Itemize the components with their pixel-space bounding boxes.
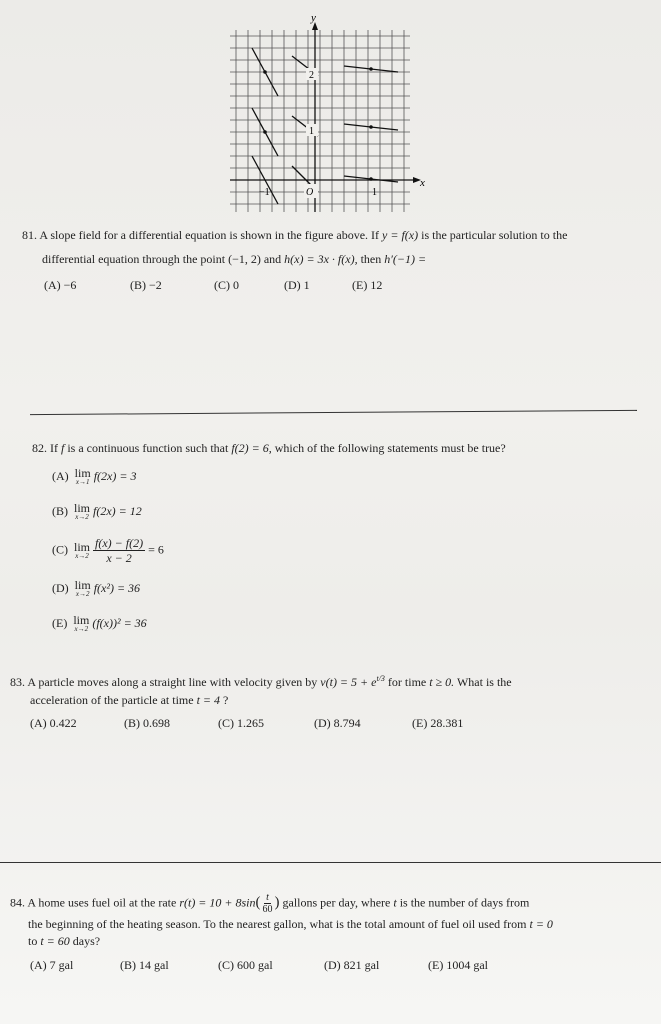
question-number: 83. [10, 675, 25, 689]
choice-e[interactable]: (E) 1004 gal [428, 958, 488, 972]
limit-notation: lim x→2 [73, 613, 90, 633]
tick-label-y-one: 1 [309, 126, 314, 137]
choice-d[interactable]: (D) 821 gal [324, 958, 380, 972]
tick-label-x-one: 1 [372, 187, 377, 198]
choice-b[interactable]: (B) 14 gal [120, 958, 169, 972]
difference-quotient: $\frac{f(x) - f(2)}{x - 2}$ [95, 536, 144, 565]
question-82-choice-e[interactable]: (E) lim x→2 (f(x))² = 36 [52, 613, 147, 633]
choice-c[interactable]: (C) 1.265 [218, 716, 264, 730]
question-83-line-2: acceleration of the particle at time t = 4 ? [30, 693, 229, 707]
y-axis-label: y [311, 12, 316, 24]
question-82-choice-d[interactable]: (D) lim x→2 f(x²) = 36 [52, 578, 141, 598]
question-82-choice-a[interactable]: (A) lim x→1 f(2x) = 3 [52, 466, 137, 486]
limit-notation: lim x→1 [74, 466, 91, 486]
divider-line [30, 410, 637, 415]
limit-notation: lim x→2 [74, 539, 91, 560]
tick-label-x-neg-one: −1 [259, 187, 270, 198]
tick-label-origin: O [306, 187, 314, 198]
slope-field-figure [222, 12, 432, 218]
choice-a[interactable]: (A) 0.422 [30, 716, 77, 730]
choice-c[interactable]: (C) 600 gal [218, 958, 273, 972]
question-82-choice-c[interactable]: (C) lim x→2 $\frac{f(x) - f(2)}{x - 2}$ = 6 [52, 536, 164, 565]
choice-b[interactable]: (B) −2 [130, 278, 162, 292]
question-number: 84. [10, 895, 25, 910]
tick-label-y-two: 2 [309, 70, 314, 81]
choice-e[interactable]: (E) 12 [352, 278, 383, 292]
question-84-line-2: the beginning of the heating season. To the nearest gallon, what is the total amount of fuel oil used from t = 0 [28, 917, 553, 931]
question-84-line-3: to t = 60 days? [28, 934, 101, 948]
question-82-stem: 82. If f is a continuous function such that f(2) = 6, which of the following statements must be true? [32, 441, 506, 455]
question-81-line-2: differential equation through the point (−1, 2) and h(x) = 3x · f(x), then h′(−1) = [42, 252, 427, 266]
choice-c[interactable]: (C) 0 [214, 278, 239, 292]
choice-b[interactable]: (B) 0.698 [124, 716, 170, 730]
sine-argument: $\frac{t}{60}$ [262, 892, 273, 915]
question-number: 81. [22, 228, 37, 242]
choice-d[interactable]: (D) 1 [284, 278, 310, 292]
question-83-line-1: 83. A particle moves along a straight line with velocity given by $v(t) = 5 + e^{t/3}$ for time t ≥ 0. What is the [10, 674, 512, 689]
limit-notation: lim x→2 [74, 578, 91, 598]
question-84-line-1: 84. A home uses fuel oil at the rate r(t) = 10 + 8sin( $\frac{t}{60}$ ) gallons per day, where t is the number of days from [10, 892, 530, 915]
divider-line [0, 862, 661, 863]
choice-d[interactable]: (D) 8.794 [314, 716, 361, 730]
x-axis-label: x [420, 177, 425, 189]
question-number: 82. [32, 441, 47, 455]
choice-a[interactable]: (A) 7 gal [30, 958, 74, 972]
question-81-line-1: 81. A slope field for a differential equation is shown in the figure above. If y = f(x) is the particular solution to the [22, 228, 568, 242]
limit-notation: lim x→2 [74, 501, 91, 521]
question-82-choice-b[interactable]: (B) lim x→2 f(2x) = 12 [52, 501, 142, 521]
choice-e[interactable]: (E) 28.381 [412, 716, 464, 730]
choice-a[interactable]: (A) −6 [44, 278, 77, 292]
